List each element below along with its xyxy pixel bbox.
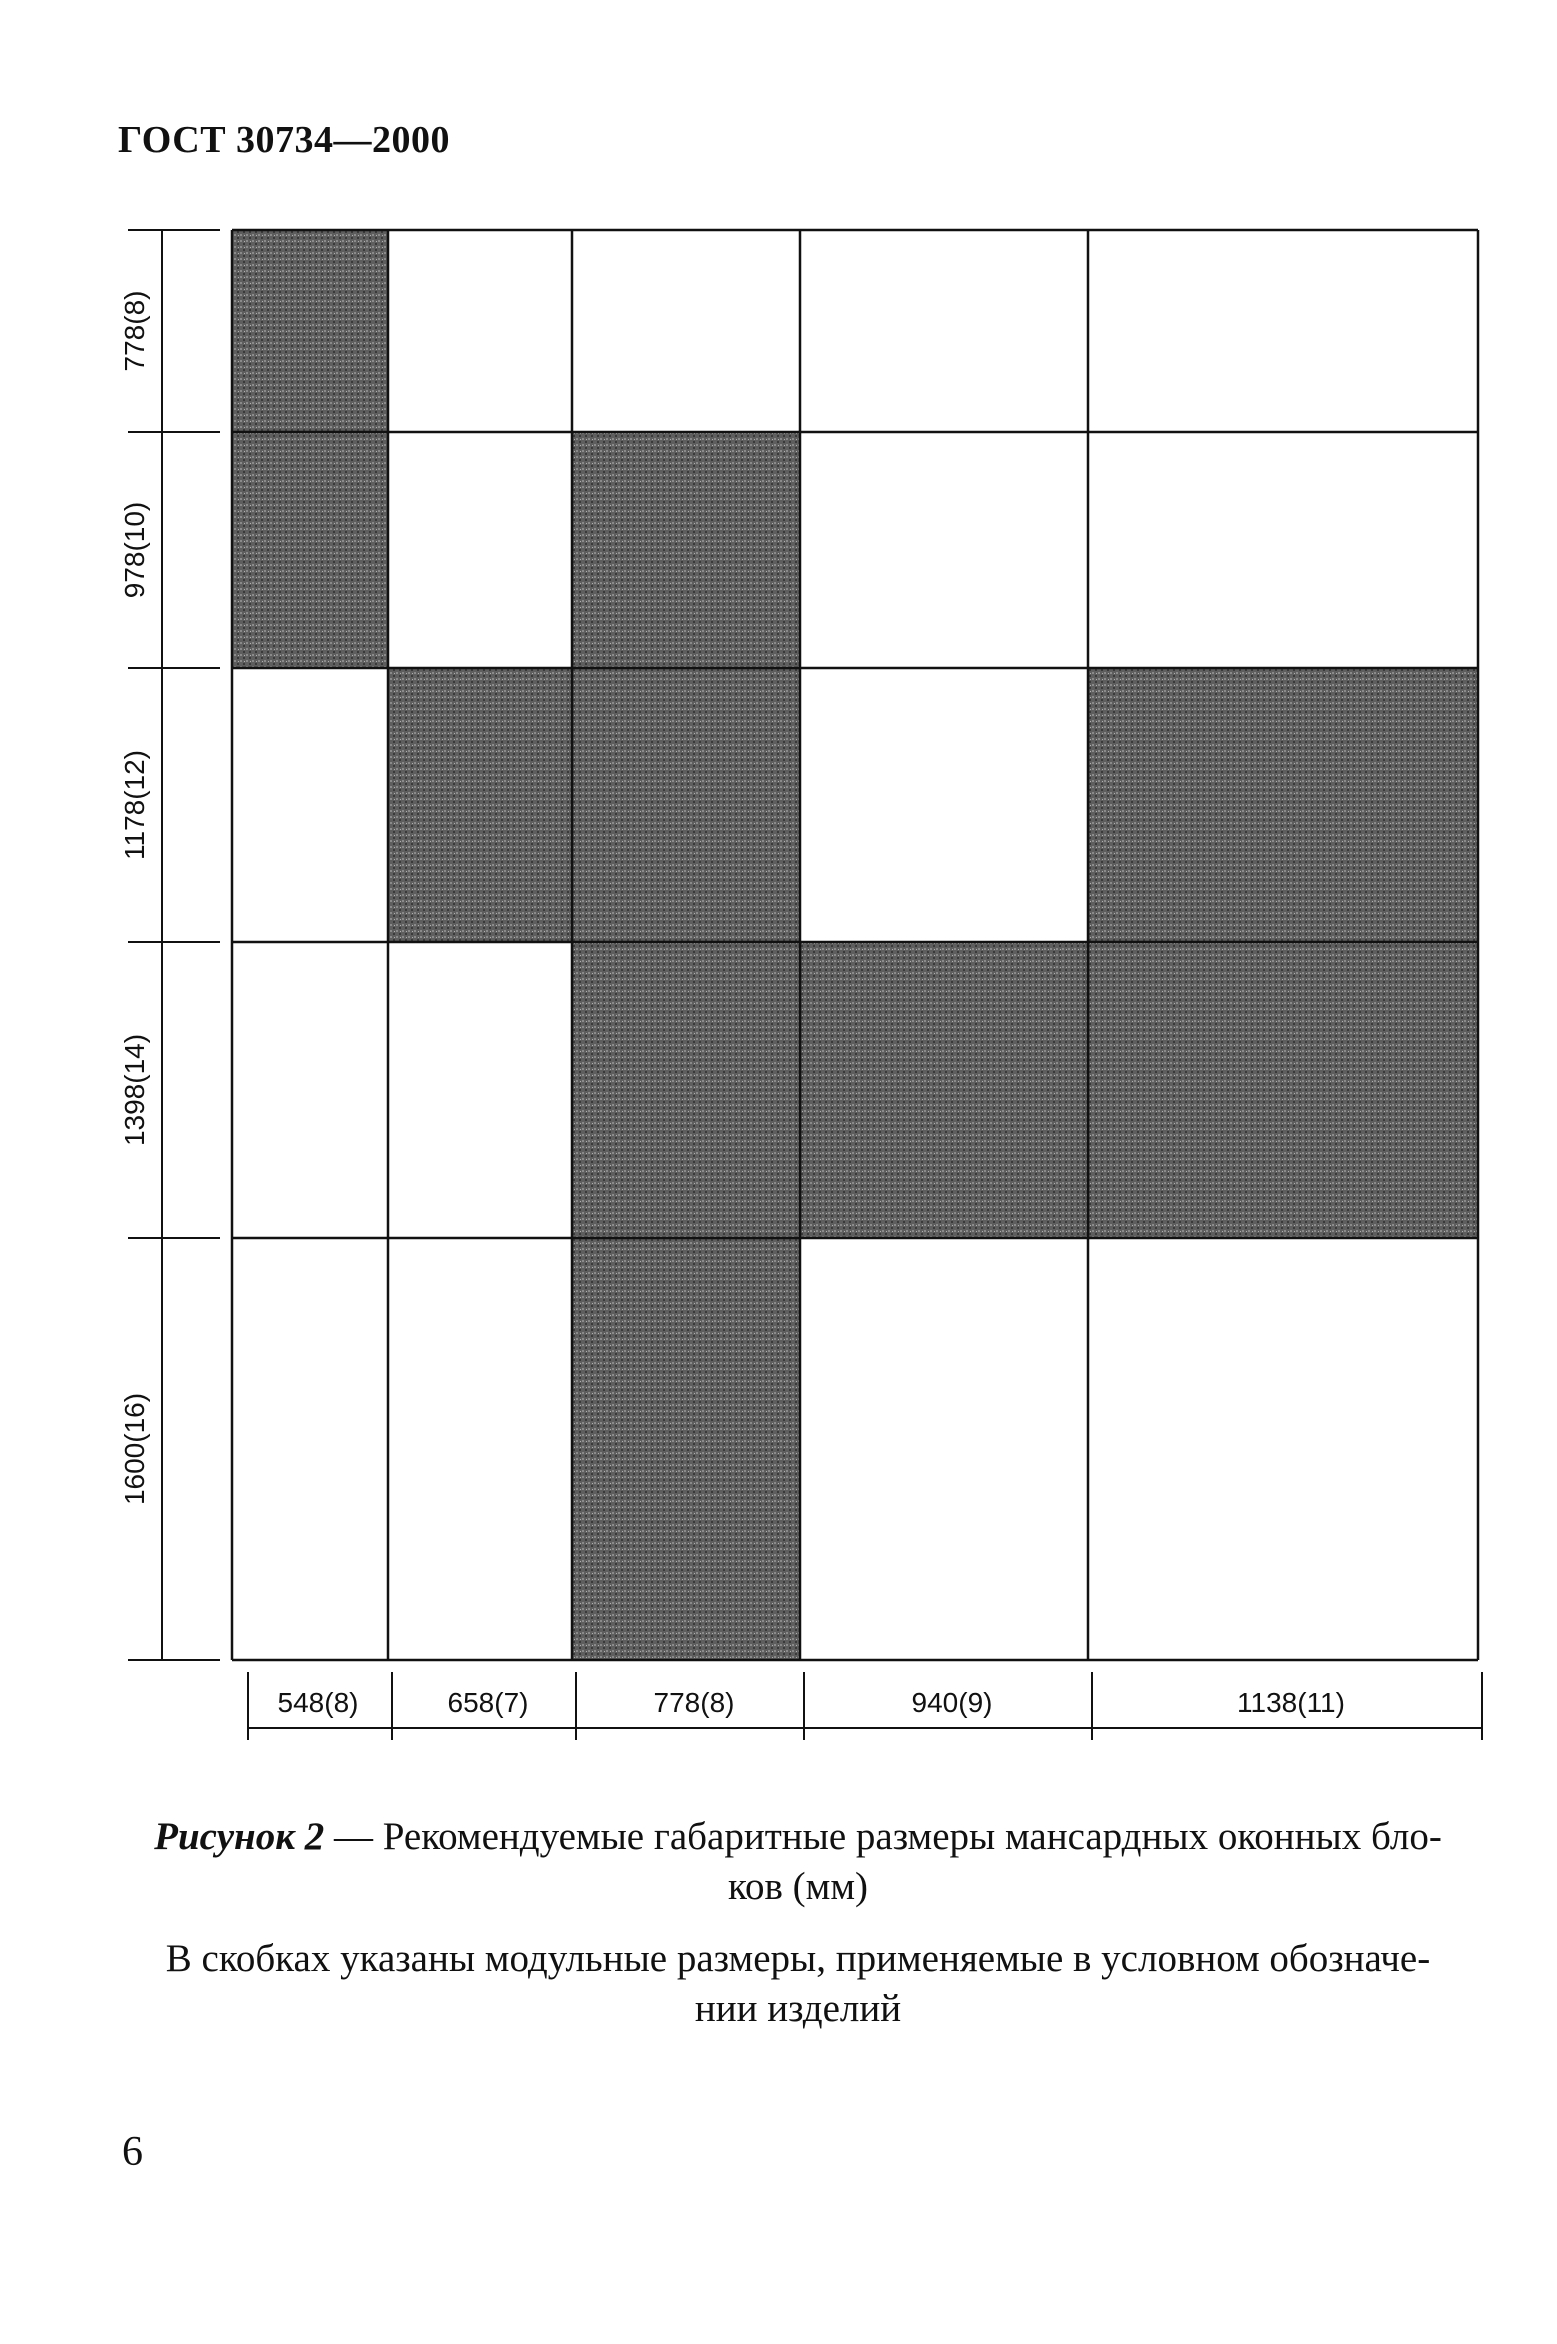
figure-note: [118, 1934, 1478, 2034]
row-label: 778(8): [119, 290, 150, 372]
empty-cell: [388, 230, 572, 432]
empty-cell: [572, 230, 800, 432]
row-label: 1600(16): [119, 1392, 150, 1506]
shaded-cell: [1088, 668, 1478, 942]
shaded-cell: [572, 668, 800, 942]
grid-cells: [232, 230, 1478, 1660]
empty-cell: [800, 230, 1088, 432]
shaded-cell: [232, 230, 388, 432]
shaded-cell: [232, 432, 388, 668]
empty-cell: [232, 942, 388, 1238]
figure-note-line2: нии изделий: [694, 1987, 902, 2030]
shaded-cell: [388, 668, 572, 942]
shaded-cell: [572, 942, 800, 1238]
shaded-cell: [572, 1238, 800, 1660]
page-number: 6: [122, 2129, 143, 2175]
empty-cell: [1088, 432, 1478, 668]
figure-caption-text: — Рекомендуемые габаритные размеры мансардных оконных бло-: [324, 1815, 1442, 1858]
column-label: 778(8): [653, 1687, 735, 1718]
empty-cell: [232, 668, 388, 942]
empty-cell: [232, 1238, 388, 1660]
empty-cell: [1088, 1238, 1478, 1660]
empty-cell: [800, 1238, 1088, 1660]
shaded-cell: [572, 432, 800, 668]
column-label: 1138(11): [1237, 1687, 1345, 1718]
empty-cell: [388, 942, 572, 1238]
empty-cell: [800, 668, 1088, 942]
row-label: 978(10): [119, 501, 150, 599]
column-label: 548(8): [277, 1687, 359, 1718]
shaded-cell: [800, 942, 1088, 1238]
figure-caption-text-cont: ков (мм): [728, 1865, 868, 1908]
empty-cell: [1088, 230, 1478, 432]
figure-note-line1: В скобках указаны модульные размеры, применяемые в условном обозначе-: [165, 1937, 1431, 1980]
row-label: 1398(14): [119, 1033, 150, 1147]
figure-caption-label: Рисунок 2: [154, 1815, 325, 1858]
empty-cell: [388, 432, 572, 668]
empty-cell: [388, 1238, 572, 1660]
document-header: ГОСТ 30734—2000: [118, 119, 451, 161]
row-dimension-labels: [119, 291, 150, 1506]
empty-cell: [800, 432, 1088, 668]
column-label: 940(9): [911, 1687, 993, 1718]
column-dimension-labels: [278, 1687, 1345, 1718]
row-label: 1178(12): [119, 749, 150, 861]
shaded-cell: [1088, 942, 1478, 1238]
figure-caption: [118, 1812, 1478, 1912]
column-label: 658(7): [447, 1687, 529, 1718]
